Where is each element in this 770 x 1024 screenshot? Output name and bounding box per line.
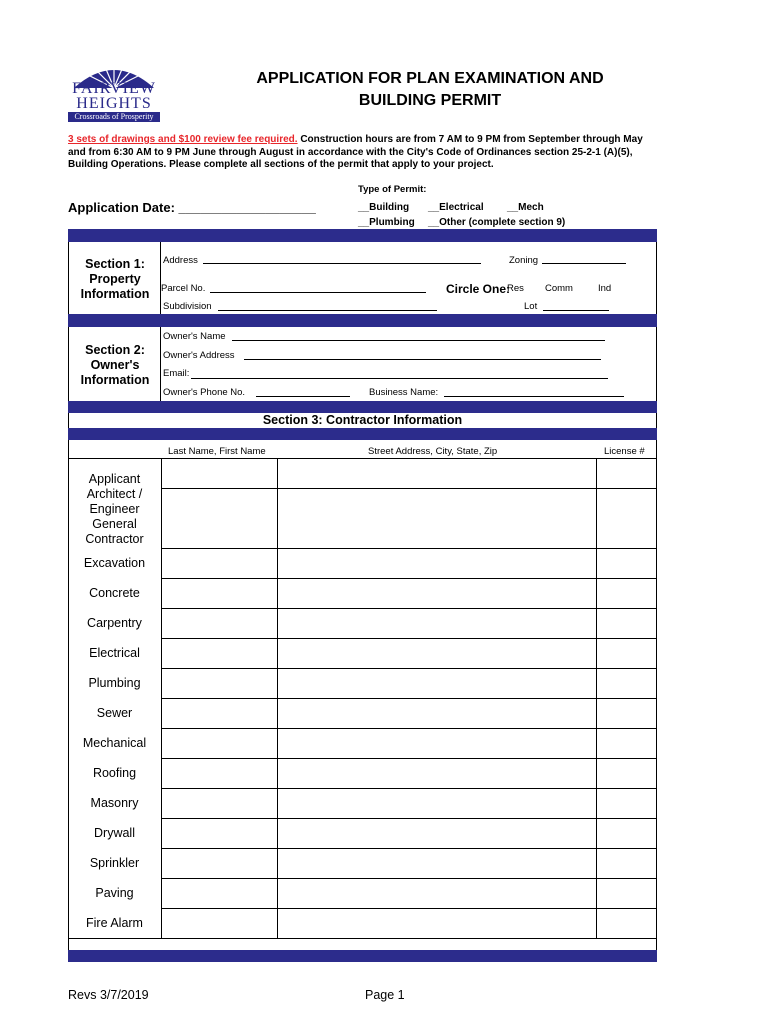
table-cell[interactable]: [277, 818, 597, 849]
table-cell[interactable]: [596, 848, 657, 879]
table-cell[interactable]: [277, 878, 597, 909]
logo-line-1: FAIRVIEW: [72, 80, 156, 97]
trade-label: Plumbing: [88, 676, 141, 690]
parcel-label: Parcel No.: [161, 283, 206, 294]
permit-type-label: Type of Permit:: [358, 184, 427, 195]
trade-label: Sewer: [96, 706, 133, 720]
table-cell[interactable]: [277, 728, 597, 759]
permit-mech-option[interactable]: __Mech: [507, 202, 544, 213]
divider: [68, 938, 657, 939]
application-date-field[interactable]: Application Date: ___________________: [68, 200, 316, 215]
table-cell[interactable]: [277, 788, 597, 819]
title-line-1: APPLICATION FOR PLAN EXAMINATION AND: [256, 70, 604, 87]
section-divider-band: [68, 229, 657, 242]
divider: [160, 327, 161, 401]
email-label: Email:: [163, 368, 190, 379]
city-logo: [64, 58, 164, 122]
table-cell[interactable]: [596, 878, 657, 909]
zoning-field[interactable]: [542, 254, 626, 264]
owners-address-label: Owner's Address: [163, 350, 235, 361]
divider: [68, 413, 69, 428]
divider: [68, 327, 69, 401]
applicant-license-cell[interactable]: [596, 458, 657, 489]
owners-name-label: Owner's Name: [163, 331, 226, 342]
table-cell[interactable]: [277, 698, 597, 729]
table-cell[interactable]: [596, 698, 657, 729]
logo-line-2: HEIGHTS: [76, 95, 152, 112]
table-cell[interactable]: [161, 788, 278, 819]
permit-electrical-option[interactable]: __Electrical: [428, 202, 484, 213]
table-cell[interactable]: [596, 818, 657, 849]
table-cell[interactable]: [596, 578, 657, 609]
trade-label: Concrete: [89, 586, 140, 600]
section-divider-band: [68, 314, 657, 327]
intro-text: [68, 134, 658, 172]
address-label: Address: [163, 255, 198, 266]
table-cell[interactable]: [277, 638, 597, 669]
subdivision-field[interactable]: [218, 301, 437, 311]
section-divider-band: [68, 401, 657, 413]
trade-label: Roofing: [92, 766, 137, 780]
table-cell[interactable]: [277, 668, 597, 699]
business-name-label: Business Name:: [369, 387, 439, 398]
res-option[interactable]: Res: [507, 283, 524, 294]
trade-label: Masonry: [90, 796, 139, 810]
table-cell[interactable]: [161, 608, 278, 639]
trade-label: Sprinkler: [89, 856, 140, 870]
logo-tagline: Crossroads of Prosperity: [68, 112, 160, 122]
table-cell[interactable]: [277, 908, 597, 939]
comm-option[interactable]: Comm: [545, 283, 573, 294]
table-cell[interactable]: [596, 638, 657, 669]
subdivision-label: Subdivision: [163, 301, 212, 312]
permit-plumbing-option[interactable]: __Plumbing: [358, 217, 415, 228]
circle-one-label: Circle One:: [446, 282, 511, 296]
table-cell[interactable]: [277, 578, 597, 609]
table-cell[interactable]: [596, 608, 657, 639]
section-2-label: Section 2: Owner's Information: [80, 343, 150, 387]
lot-field[interactable]: [543, 301, 609, 311]
trade-label: Drywall: [94, 826, 135, 840]
section-1-label: Section 1: Property Information: [80, 257, 150, 301]
applicant-name-cell[interactable]: [161, 458, 278, 489]
table-cell[interactable]: [277, 548, 597, 579]
divider: [656, 327, 657, 401]
divider: [656, 413, 657, 428]
table-cell[interactable]: [161, 728, 278, 759]
permit-other-option[interactable]: __Other (complete section 9): [428, 217, 566, 228]
table-cell[interactable]: [596, 548, 657, 579]
email-field[interactable]: [191, 369, 608, 379]
table-cell[interactable]: [596, 758, 657, 789]
table-cell[interactable]: [161, 578, 278, 609]
table-cell[interactable]: [277, 848, 597, 879]
architect-name-cell[interactable]: [161, 488, 278, 549]
title-line-2: BUILDING PERMIT: [358, 92, 502, 109]
table-cell[interactable]: [596, 728, 657, 759]
applicant-label: Applicant Architect / Engineer General Contractor: [85, 472, 144, 546]
owners-phone-label: Owner's Phone No.: [163, 387, 246, 398]
table-cell[interactable]: [161, 848, 278, 879]
intro-line-3: Building Operations. Please complete all sections of the permit that apply to your project.: [68, 159, 494, 170]
ind-option[interactable]: Ind: [598, 283, 612, 294]
zoning-label: Zoning: [509, 255, 539, 266]
architect-address-cell[interactable]: [277, 488, 597, 549]
divider: [656, 242, 657, 314]
parcel-field[interactable]: [210, 283, 426, 293]
column-header-address: Street Address, City, State, Zip: [368, 446, 498, 457]
page-title: [190, 68, 670, 112]
table-cell[interactable]: [161, 668, 278, 699]
table-cell[interactable]: [596, 908, 657, 939]
fee-notice: 3 sets of drawings and $100 review fee required.: [68, 134, 298, 145]
table-cell[interactable]: [596, 668, 657, 699]
divider: [68, 242, 69, 314]
page-number: Page 1: [365, 988, 405, 1002]
architect-license-cell[interactable]: [596, 488, 657, 549]
owners-phone-field[interactable]: [256, 387, 350, 397]
intro-line-1: Construction hours are from 7 AM to 9 PM from September through May: [297, 134, 643, 145]
trade-label: Carpentry: [87, 616, 142, 630]
table-cell[interactable]: [161, 548, 278, 579]
column-header-name: Last Name, First Name: [168, 446, 266, 457]
divider: [160, 242, 161, 314]
table-cell[interactable]: [161, 818, 278, 849]
revision-date: Revs 3/7/2019: [68, 988, 149, 1002]
table-cell[interactable]: [161, 638, 278, 669]
trade-label: Fire Alarm: [86, 916, 143, 930]
applicant-address-cell[interactable]: [277, 458, 597, 489]
section-divider-band: [68, 950, 657, 962]
trade-label: Paving: [95, 886, 134, 900]
trade-label: Mechanical: [82, 736, 147, 750]
section-3-title: Section 3: Contractor Information: [262, 413, 463, 427]
intro-line-2: and from 6:30 AM to 9 PM June through August in accordance with the City's Code of Ordinances section 25-2-1 (A)(5),: [68, 146, 633, 158]
trade-label: Excavation: [83, 556, 146, 570]
table-cell[interactable]: [277, 608, 597, 639]
business-name-field[interactable]: [444, 387, 624, 397]
permit-building-option[interactable]: __Building: [358, 202, 410, 213]
owners-name-field[interactable]: [232, 331, 605, 341]
lot-label: Lot: [524, 301, 538, 312]
section-divider-band: [68, 428, 657, 440]
table-cell[interactable]: [161, 698, 278, 729]
table-cell[interactable]: [161, 878, 278, 909]
table-cell[interactable]: [277, 758, 597, 789]
owners-address-field[interactable]: [244, 350, 601, 360]
address-field[interactable]: [203, 254, 481, 264]
table-cell[interactable]: [161, 908, 278, 939]
table-cell[interactable]: [161, 758, 278, 789]
column-header-license: License #: [604, 446, 645, 457]
table-cell[interactable]: [596, 788, 657, 819]
trade-label: Electrical: [89, 646, 140, 660]
